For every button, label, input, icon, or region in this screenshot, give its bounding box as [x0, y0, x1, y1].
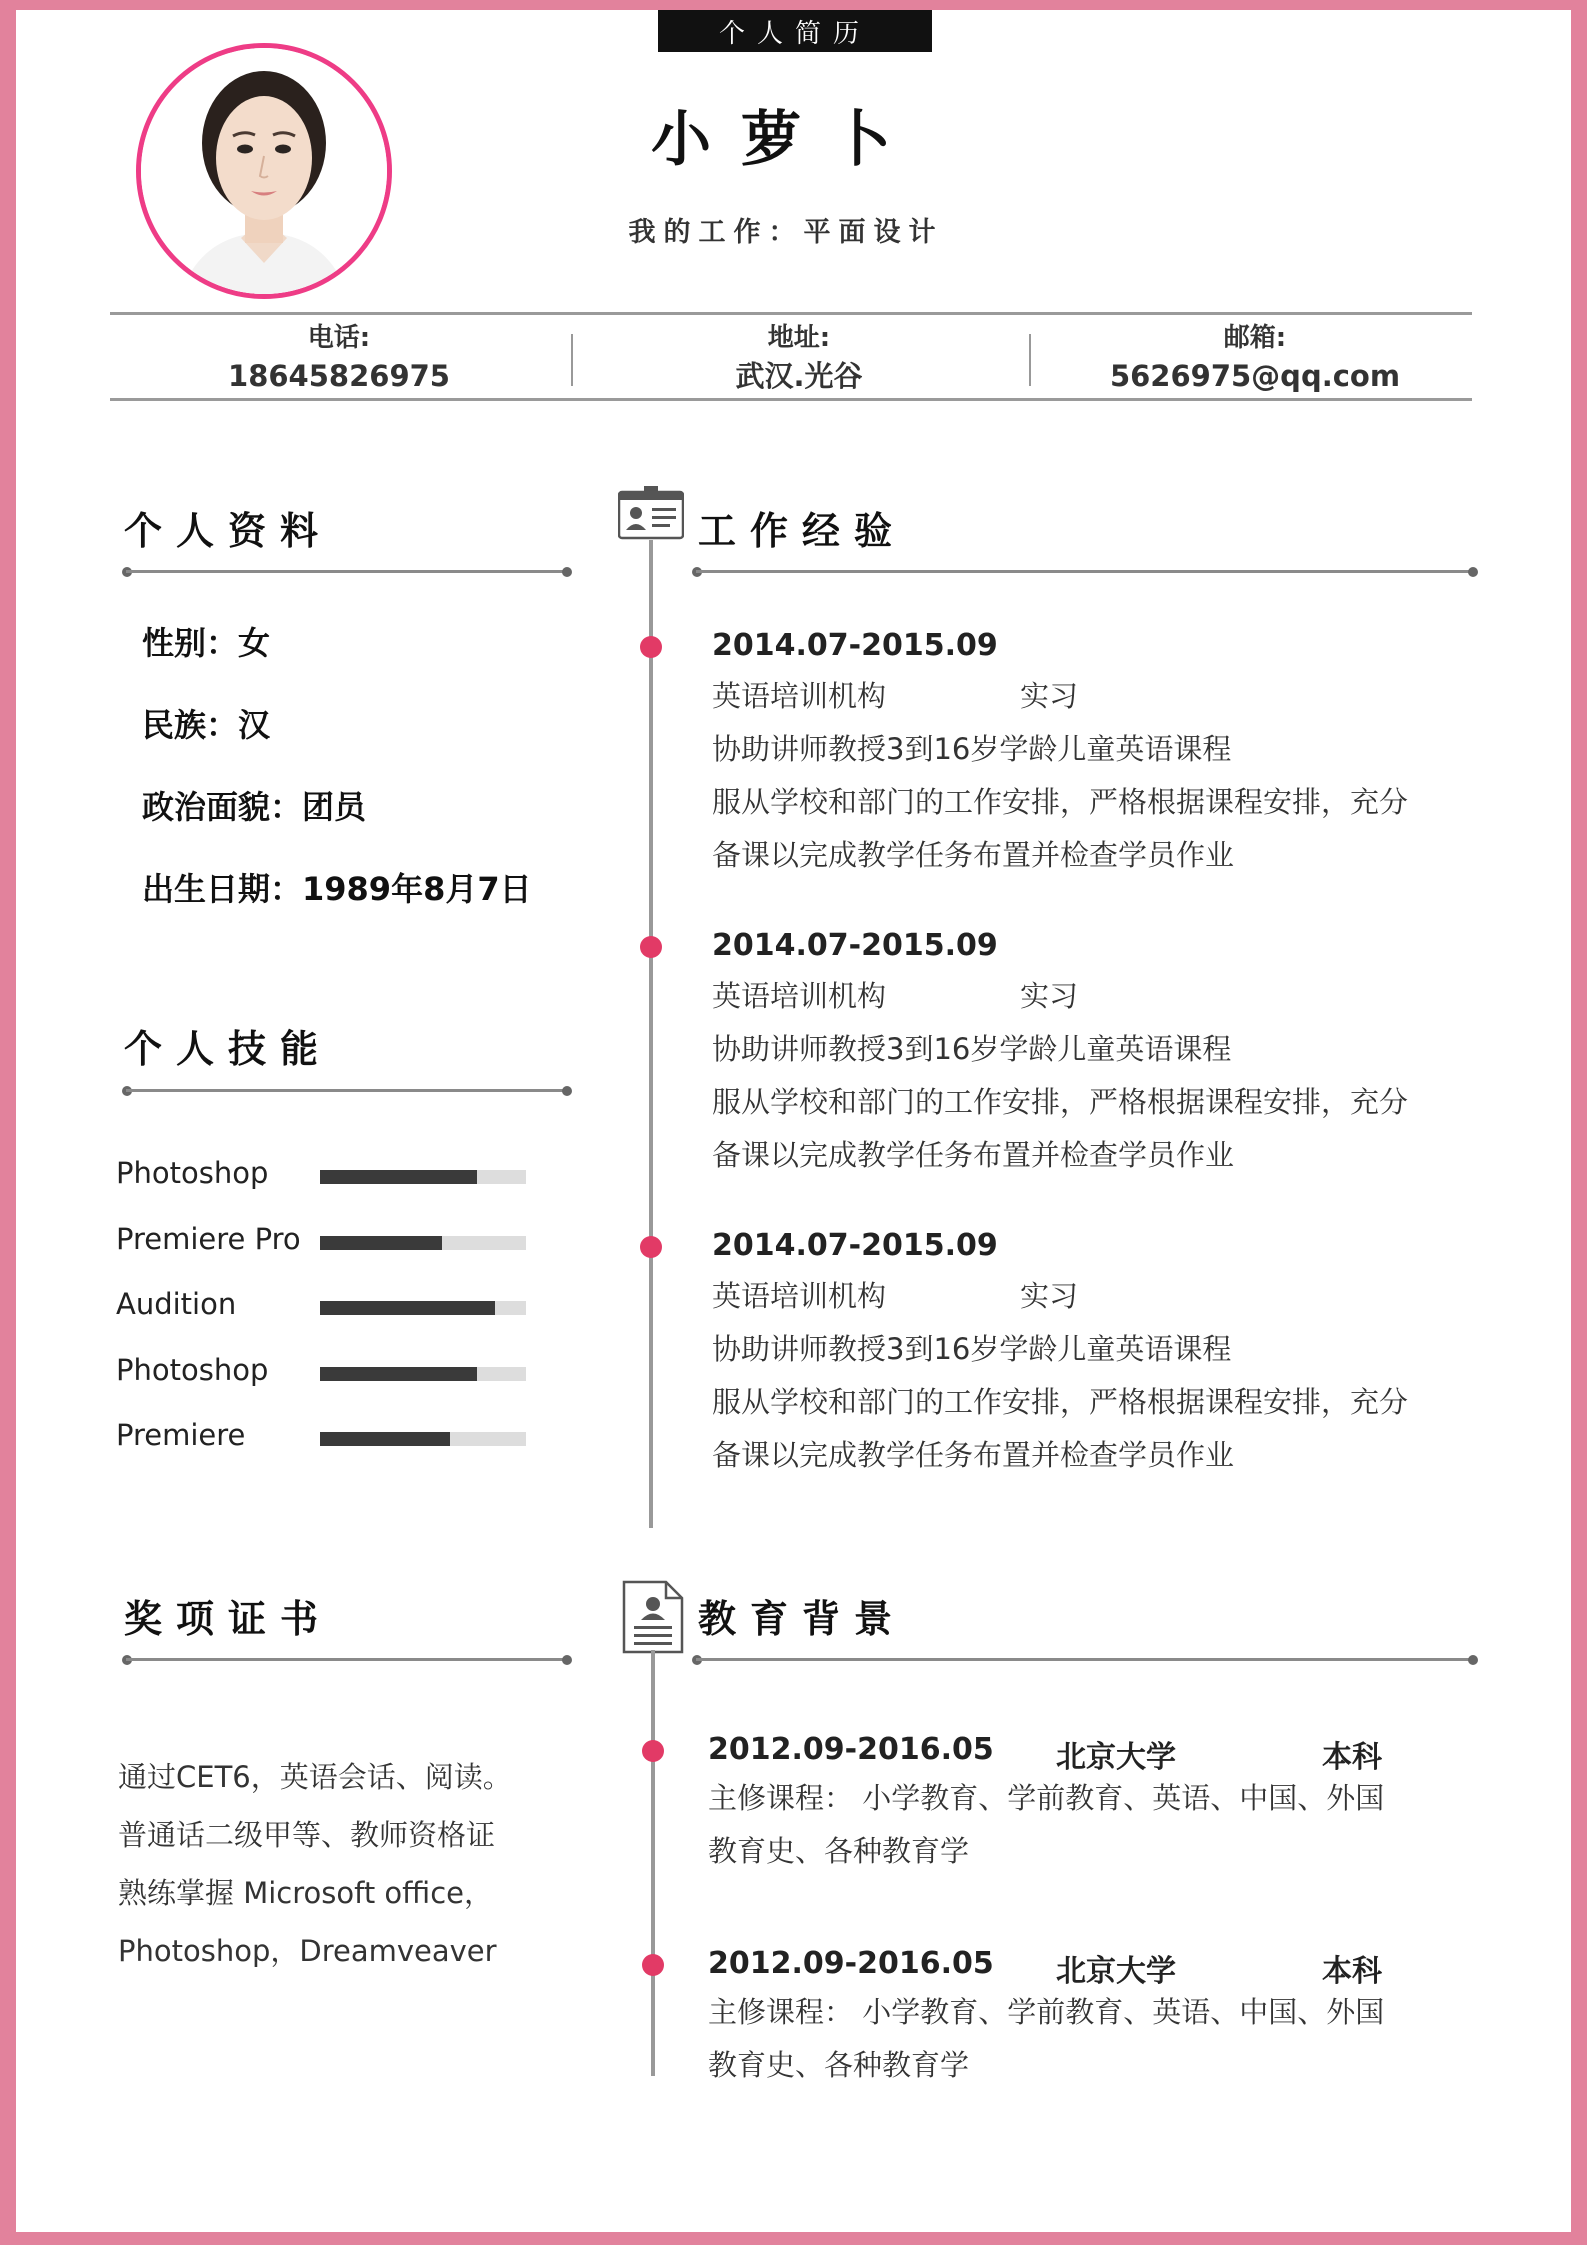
skill-bar-fill: [320, 1170, 477, 1184]
education-course-line: 教育史、各种教育学: [708, 1834, 970, 1868]
contact-phone-label: 电话:: [307, 323, 371, 353]
contact-email-value: 5626975@qq.com: [1109, 359, 1401, 393]
awards-title: 奖项证书: [124, 1597, 333, 1641]
timeline-dot: [640, 1236, 662, 1258]
rule-end-dot: [562, 1086, 572, 1096]
profile-political: 政治面貌：团员: [142, 788, 367, 826]
work-org: 英语培训机构: [712, 979, 887, 1013]
education-date: 2012.09-2016.05: [708, 1946, 994, 1981]
rule-end-dot: [1468, 567, 1478, 577]
contact-email-label: 邮箱:: [1223, 323, 1287, 353]
rule-end-dot: [562, 567, 572, 577]
timeline-dot: [642, 1954, 664, 1976]
work-desc-line: 服从学校和部门的工作安排，严格根据课程安排，充分: [712, 785, 1409, 819]
awards-list: [118, 1748, 512, 1980]
work-desc-line: 备课以完成教学任务布置并检查学员作业: [712, 838, 1235, 872]
work-desc-line: 服从学校和部门的工作安排，严格根据课程安排，充分: [712, 1085, 1409, 1119]
contact-email: [1026, 320, 1484, 396]
header-tab: 个人简历: [658, 10, 932, 52]
work-date: 2014.07-2015.09: [712, 1228, 998, 1263]
candidate-name: 小萝卜: [651, 105, 921, 175]
work-date: 2014.07-2015.09: [712, 928, 998, 963]
skills-rule: [126, 1089, 570, 1092]
job-title: 我的工作：平面设计: [628, 217, 944, 248]
awards-rule: [126, 1658, 570, 1661]
award-line: 通过CET6，英语会话、阅读。: [118, 1760, 512, 1794]
profile-title: 个人资料: [124, 509, 333, 553]
timeline-dot: [642, 1740, 664, 1762]
education-school: 北京大学: [1056, 1954, 1176, 1989]
timeline-dot: [640, 936, 662, 958]
contact-phone-value: 18645826975: [228, 359, 450, 393]
profile-gender: 性别：女: [142, 624, 271, 662]
skill-name: Premiere Pro: [116, 1221, 301, 1256]
education-degree: 本科: [1322, 1740, 1382, 1775]
award-line: 普通话二级甲等、教师资格证: [118, 1818, 496, 1852]
work-rule: [696, 570, 1476, 573]
timeline-dot: [640, 636, 662, 658]
contact-top-rule: [110, 312, 1472, 315]
work-org: 英语培训机构: [712, 1279, 887, 1313]
profile-rule: [126, 570, 570, 573]
skill-bar: [320, 1170, 526, 1184]
skill-bar-fill: [320, 1367, 477, 1381]
id-card-icon: [618, 486, 684, 544]
skill-name: Premiere: [116, 1418, 246, 1452]
award-line: Photoshop，Dreamveaver: [118, 1934, 497, 1968]
skills-title: 个人技能: [124, 1027, 333, 1071]
work-role: 实习: [1020, 679, 1079, 713]
work-role: 实习: [1020, 979, 1079, 1013]
skill-name: Photoshop: [116, 1352, 269, 1387]
skill-bar: [320, 1367, 526, 1381]
contact-bottom-rule: [110, 398, 1472, 401]
skill-bar-fill: [320, 1236, 442, 1250]
education-course-line: 主修课程： 小学教育、学前教育、英语、中国、外国: [708, 1781, 1385, 1815]
work-desc-line: 服从学校和部门的工作安排，严格根据课程安排，充分: [712, 1385, 1409, 1419]
education-school: 北京大学: [1056, 1740, 1176, 1775]
rule-end-dot: [562, 1655, 572, 1665]
education-course-line: 教育史、各种教育学: [708, 2048, 970, 2082]
skill-name: Audition: [116, 1287, 237, 1321]
work-title: 工作经验: [698, 509, 907, 553]
education-title: 教育背景: [698, 1597, 907, 1641]
contact-address: [570, 320, 1028, 396]
work-desc-line: 协助讲师教授3到16岁学龄儿童英语课程: [712, 1332, 1232, 1366]
contact-address-label: 地址:: [767, 323, 831, 353]
work-desc-line: 协助讲师教授3到16岁学龄儿童英语课程: [712, 732, 1232, 766]
skill-name: Photoshop: [116, 1156, 269, 1190]
education-degree: 本科: [1322, 1954, 1382, 1989]
work-desc-line: 备课以完成教学任务布置并检查学员作业: [712, 1138, 1235, 1172]
skill-bar: [320, 1301, 526, 1315]
work-timeline: [649, 540, 653, 1528]
profile-ethnicity: 民族：汉: [142, 706, 271, 744]
skill-bar-fill: [320, 1432, 450, 1446]
award-line: 熟练掌握 Microsoft office，: [118, 1876, 493, 1910]
contact-phone: [110, 320, 568, 396]
skill-bar: [320, 1432, 526, 1446]
education-timeline: [651, 1650, 655, 2076]
avatar: [136, 43, 392, 299]
work-org: 英语培训机构: [712, 679, 887, 713]
education-date: 2012.09-2016.05: [708, 1732, 994, 1767]
contact-address-value: 武汉.光谷: [735, 359, 863, 393]
education-rule: [696, 1658, 1476, 1661]
skill-bar: [320, 1236, 526, 1250]
resume-page: [16, 10, 1571, 2232]
document-icon: [622, 1580, 684, 1658]
work-role: 实习: [1020, 1279, 1079, 1313]
skill-bar-fill: [320, 1301, 495, 1315]
profile-birthdate: 出生日期：1989年8月7日: [142, 870, 532, 908]
rule-end-dot: [1468, 1655, 1478, 1665]
work-date: 2014.07-2015.09: [712, 628, 998, 663]
work-desc-line: 协助讲师教授3到16岁学龄儿童英语课程: [712, 1032, 1232, 1066]
work-desc-line: 备课以完成教学任务布置并检查学员作业: [712, 1438, 1235, 1472]
education-course-line: 主修课程： 小学教育、学前教育、英语、中国、外国: [708, 1995, 1385, 2029]
avatar-photo: [141, 48, 387, 294]
